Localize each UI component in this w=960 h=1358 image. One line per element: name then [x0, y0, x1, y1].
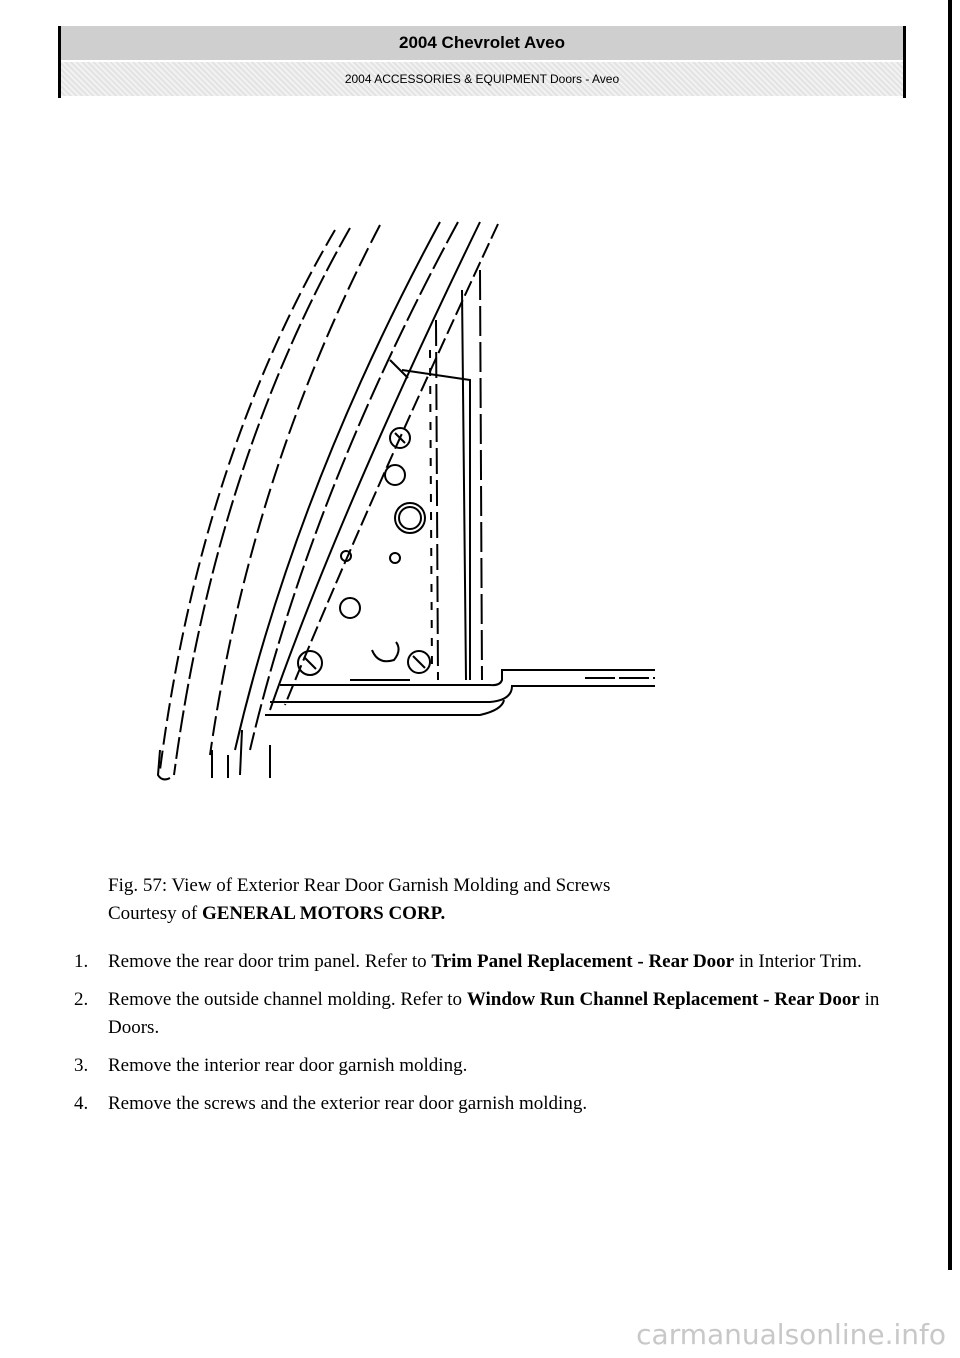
step-text: Remove the rear door trim panel. Refer to	[108, 951, 432, 972]
header-title: 2004 Chevrolet Aveo	[61, 26, 903, 60]
step-item	[74, 1090, 904, 1118]
caption-courtesy	[108, 900, 808, 928]
caption-title: Fig. 57: View of Exterior Rear Door Garnish Molding and Screws	[108, 875, 611, 896]
step-number: 4.	[74, 1093, 89, 1114]
step-text-after: in Interior Trim.	[734, 951, 862, 972]
figure-caption	[108, 872, 808, 928]
step-reference-link[interactable]: Trim Panel Replacement - Rear Door	[431, 951, 735, 972]
door-garnish-figure	[140, 210, 670, 790]
step-reference-link[interactable]: Window Run Channel Replacement - Rear Door	[466, 989, 860, 1010]
step-item	[74, 986, 904, 1042]
door-garnish-illustration	[140, 210, 670, 790]
step-item	[74, 948, 904, 976]
page-header	[58, 26, 906, 98]
header-subtitle: 2004 ACCESSORIES & EQUIPMENT Doors - Aveo	[61, 62, 903, 96]
caption-courtesy-prefix: Courtesy of	[108, 903, 202, 924]
caption-courtesy-source: GENERAL MOTORS CORP.	[201, 903, 446, 924]
step-item	[74, 1052, 904, 1080]
step-text-after: in Doors.	[108, 989, 880, 1038]
page-right-border	[948, 0, 952, 1270]
step-number: 3.	[74, 1055, 89, 1076]
watermark: carmanualsonline.info	[636, 1318, 946, 1351]
step-number: 2.	[74, 989, 89, 1010]
step-text: Remove the screws and the exterior rear door garnish molding.	[108, 1093, 588, 1114]
procedure-steps	[74, 948, 904, 1128]
step-text: Remove the outside channel molding. Refer to	[108, 989, 467, 1010]
step-text: Remove the interior rear door garnish molding.	[108, 1055, 468, 1076]
step-number: 1.	[74, 951, 89, 972]
